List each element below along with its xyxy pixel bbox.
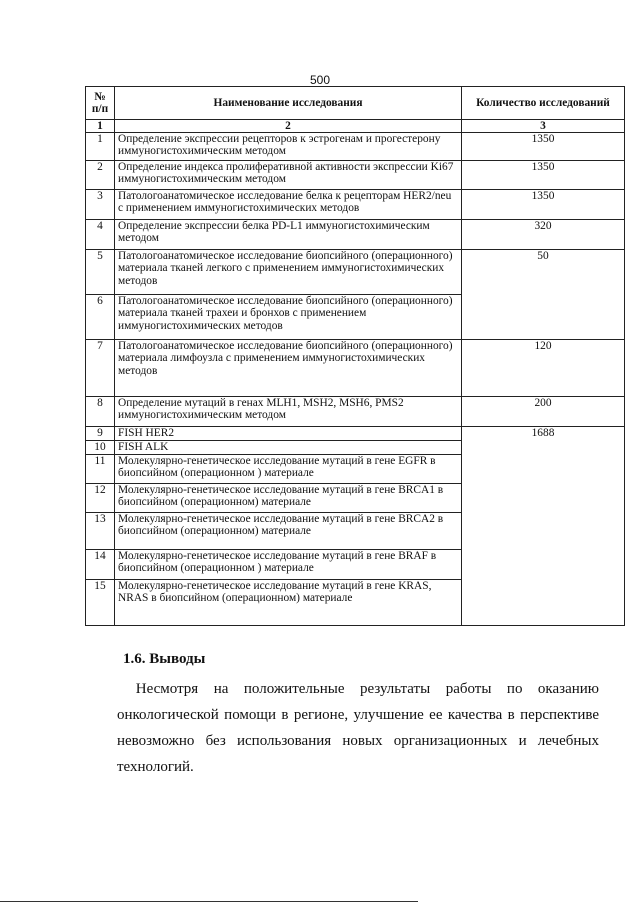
row-count: 320 — [462, 220, 625, 250]
row-num: 11 — [86, 455, 115, 484]
row-num: 14 — [86, 550, 115, 580]
row-name: Молекулярно-генетическое исследование мутаций в гене BRCA1 в биопсийном (операционном) материале — [115, 484, 462, 513]
row-num: 6 — [86, 295, 115, 340]
row-num: 2 — [86, 161, 115, 190]
row-num: 4 — [86, 220, 115, 250]
table-row — [86, 340, 625, 397]
studies-table — [85, 86, 625, 626]
row-num: 12 — [86, 484, 115, 513]
page-number: 500 — [309, 73, 331, 87]
table-row — [86, 397, 625, 427]
row-num: 15 — [86, 580, 115, 626]
conclusion-paragraph: Несмотря на положительные результаты работы по оказанию онкологической помощи в регионе, улучшение ее качества в перспективе невозможно без использования новых организационных и лечебных технологий. — [117, 681, 599, 775]
row-count: 1350 — [462, 190, 625, 220]
index-cell: 2 — [115, 120, 462, 133]
table-row — [86, 427, 625, 441]
row-name: FISH ALK — [115, 441, 462, 455]
row-count: 120 — [462, 340, 625, 397]
row-name: Определение экспрессии рецепторов к эстрогенам и прогестерону иммуногистохимическим методом — [115, 133, 462, 161]
row-name: Патологоанатомическое исследование белка к рецепторам HER2/neu с применением иммуногистохимических методов — [115, 190, 462, 220]
row-name: FISH HER2 — [115, 427, 462, 441]
row-name: Патологоанатомическое исследование биопсийного (операционного) материала лимфоузла с применением иммуногистохимических методов — [115, 340, 462, 397]
row-num: 7 — [86, 340, 115, 397]
header-num: № п/п — [86, 87, 115, 120]
row-name: Молекулярно-генетическое исследование мутаций в гене BRAF в биопсийном (операционном ) материале — [115, 550, 462, 580]
table-row — [86, 250, 625, 295]
row-count: 200 — [462, 397, 625, 427]
table-header-row — [86, 87, 625, 120]
row-count: 1350 — [462, 161, 625, 190]
row-name: Определение мутаций в генах MLH1, MSH2, MSH6, PMS2 иммуногистохимическим методом — [115, 397, 462, 427]
row-name: Молекулярно-генетическое исследование мутаций в гене BRCA2 в биопсийном (операционном) материале — [115, 513, 462, 550]
row-num: 5 — [86, 250, 115, 295]
header-count: Количество исследований — [462, 87, 625, 120]
row-num: 3 — [86, 190, 115, 220]
row-name: Молекулярно-генетическое исследование мутаций в гене KRAS, NRAS в биопсийном (операционном) материале — [115, 580, 462, 626]
row-name: Патологоанатомическое исследование биопсийного (операционного) материала тканей трахеи и бронхов с применением иммуногистохимических методов — [115, 295, 462, 340]
row-num: 10 — [86, 441, 115, 455]
row-num: 1 — [86, 133, 115, 161]
row-count: 1688 — [462, 427, 625, 626]
footer-divider — [0, 901, 418, 902]
row-num: 8 — [86, 397, 115, 427]
section-title: 1.6. Выводы — [123, 651, 206, 667]
column-index-row — [86, 120, 625, 133]
table-row — [86, 190, 625, 220]
row-name: Определение индекса пролиферативной активности экспрессии Ki67 иммуногистохимическим методом — [115, 161, 462, 190]
row-name: Определение экспрессии белка PD-L1 иммуногистохимическим методом — [115, 220, 462, 250]
row-name: Молекулярно-генетическое исследование мутаций в гене EGFR в биопсийном (операционном ) материале — [115, 455, 462, 484]
table-row — [86, 133, 625, 161]
row-count: 1350 — [462, 133, 625, 161]
table-row — [86, 220, 625, 250]
header-name: Наименование исследования — [115, 87, 462, 120]
row-count: 50 — [462, 250, 625, 340]
row-num: 13 — [86, 513, 115, 550]
index-cell: 3 — [462, 120, 625, 133]
table-row — [86, 161, 625, 190]
index-cell: 1 — [86, 120, 115, 133]
row-num: 9 — [86, 427, 115, 441]
row-name: Патологоанатомическое исследование биопсийного (операционного) материала тканей легкого с применением иммуногистохимических методов — [115, 250, 462, 295]
